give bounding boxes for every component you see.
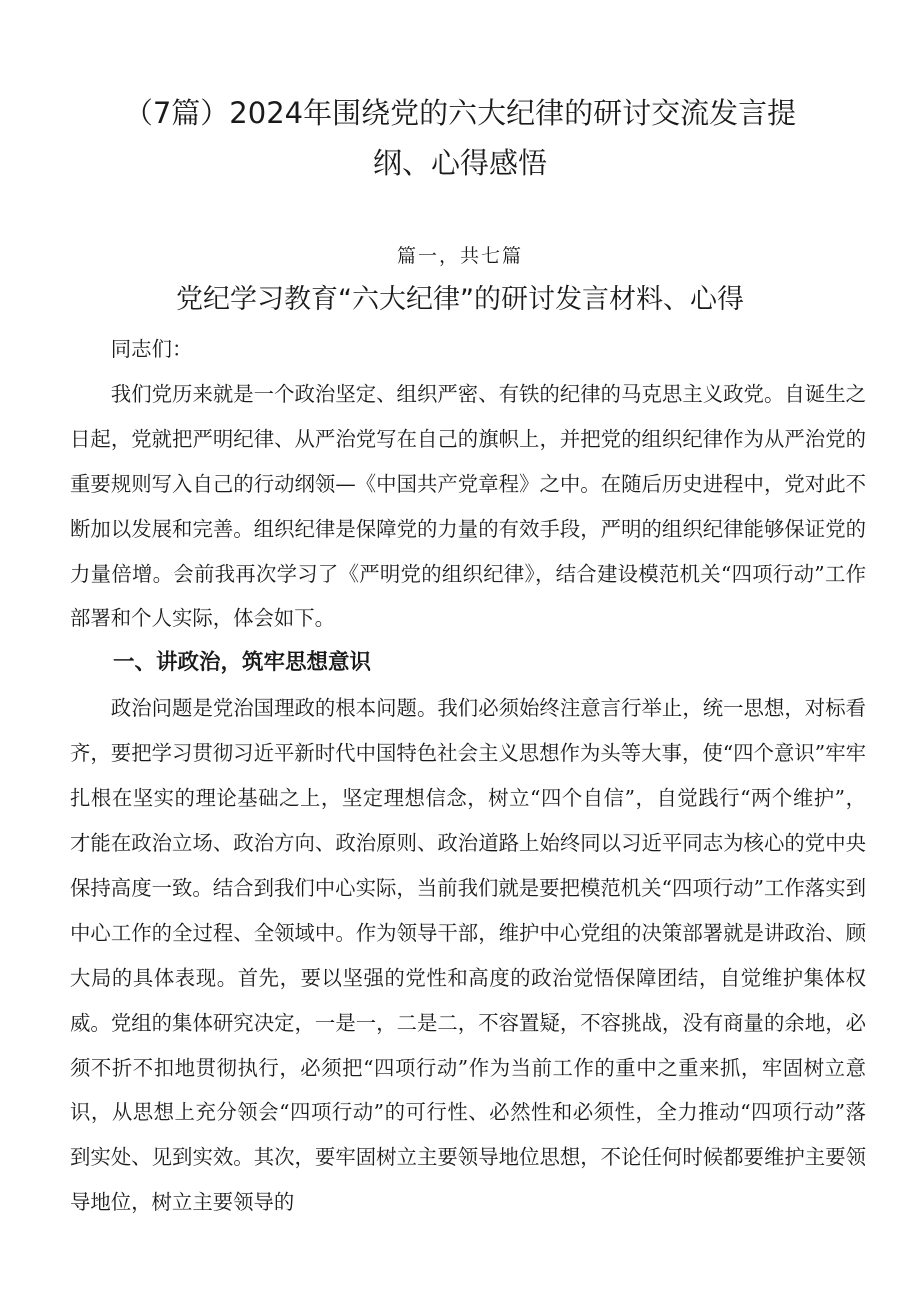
document-title-line-2: 纲、心得感悟 [372, 146, 547, 180]
article-body [70, 327, 866, 1225]
paragraph: 我们党历来就是一个政治坚定、组织严密、有铁的纪律的马克思主义政党。自诞生之日起，党就把严明纪律、从严治党写在自己的旗帜上，并把党的组织纪律作为从严治党的重要规则写入自己的行动纲领—《中国共产党章程》之中。在随后历史进程中，党对此不断加以发展和完善。组织纪律是保障党的力量的有效手段，严明的组织纪律能够保证党的力量倍增。会前我再次学习了《严明党的组织纪律》，结合建设模范机关“四项行动”工作部署和个人实际，体会如下。 [70, 381, 866, 631]
paragraph: 政治问题是党治国理政的根本问题。我们必须始终注意言行举止，统一思想，对标看齐，要把学习贯彻习近平新时代中国特色社会主义思想作为头等大事，使“四个意识”牢牢扎根在坚实的理论基础之上，坚定理想信念，树立“四个自信”，自觉践行“两个维护”，才能在政治立场、政治方向、政治原则、政治道路上始终同以习近平同志为核心的党中央保持高度一致。结合到我们中心实际，当前我们就是要把模范机关“四项行动”工作落实到中心工作的全过程、全领域中。作为领导干部，维护中心党组的决策部署就是讲政治、顾大局的具体表现。首先，要以坚强的党性和高度的政治觉悟保障团结，自觉维护集体权威。党组的集体研究决定，一是一，二是二，不容置疑，不容挑战，没有商量的余地，必须不折不扣地贯彻执行，必须把“四项行动”作为当前工作的重中之重来抓，牢固树立意识，从思想上充分领会“四项行动”的可行性、必然性和必须性，全力推动“四项行动”落到实处、见到实效。其次，要牢固树立主要领导地位思想，不论任何时候都要维护主要领导地位，树立主要领导的 [70, 696, 866, 1215]
article-title: 党纪学习教育“六大纪律”的研讨发言材料、心得 [176, 284, 744, 315]
document-title-line-1: （7篇）2024年围绕党的六大纪律的研讨交流发言提 [123, 96, 797, 130]
section-label: 篇一，共七篇 [396, 245, 523, 267]
document-title [100, 88, 820, 188]
salutation: 同志们： [110, 337, 193, 361]
section-heading: 一、讲政治，筑牢思想意识 [113, 650, 372, 676]
